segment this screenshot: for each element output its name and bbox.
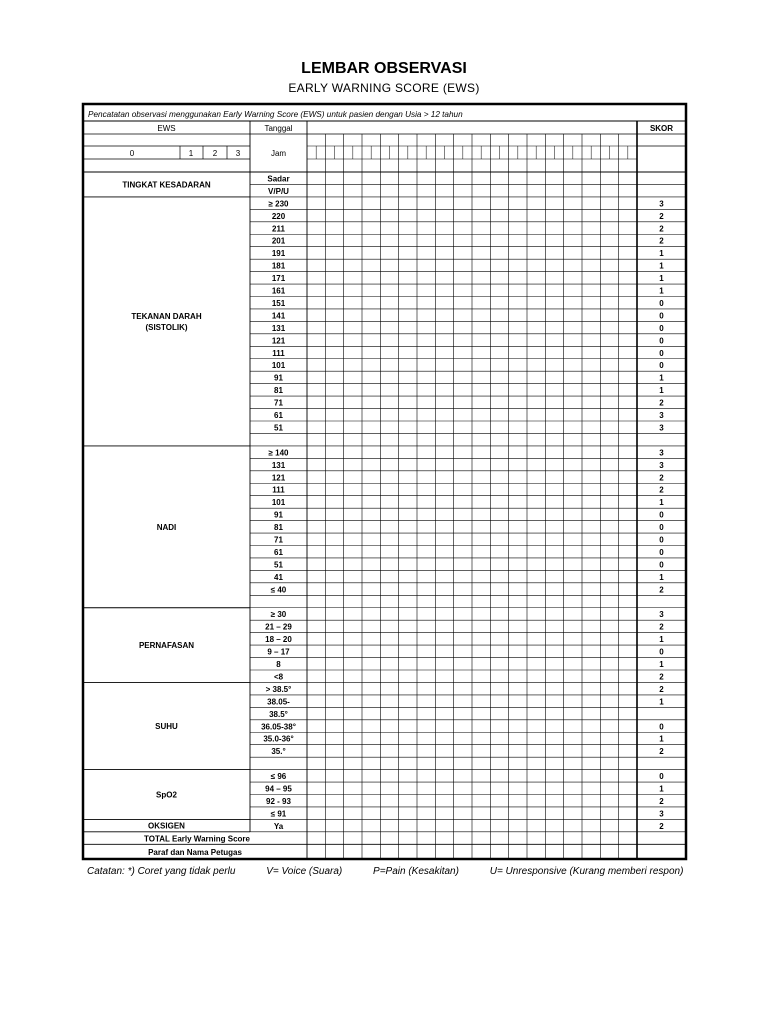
parameter-range: ≥ 230	[268, 199, 289, 209]
section-name: PERNAFASAN	[138, 641, 195, 651]
ews-score: 2	[659, 622, 664, 632]
parameter-range: ≤ 96	[270, 772, 287, 782]
parameter-range: ≤ 40	[270, 585, 287, 595]
ews-score: 1	[659, 274, 664, 284]
total-label: TOTAL Early Warning Score	[144, 834, 250, 844]
parameter-range: > 38.5°	[265, 684, 292, 694]
parameter-range: 35.0-36°	[263, 734, 294, 744]
parameter-range: 71	[274, 398, 283, 408]
intro-text: Pencatatan observasi menggunakan Early Warning Score (EWS) untuk pasien dengan Usia > 12 tahun	[88, 110, 463, 119]
parameter-range: 81	[274, 523, 283, 533]
ews-score: 0	[659, 348, 664, 358]
parameter-range: ≥ 30	[270, 610, 287, 620]
ews-score: 0	[659, 772, 664, 782]
parameter-range: 141	[271, 311, 286, 321]
ews-score: 2	[659, 747, 664, 757]
parameter-range: 21 – 29	[265, 622, 292, 632]
ews-score: 0	[659, 323, 664, 333]
parameter-range: 94 – 95	[265, 784, 292, 794]
ews-score: 2	[659, 398, 664, 408]
parameter-range: 191	[271, 249, 286, 259]
ews-score: 2	[659, 585, 664, 595]
parameter-range: Sadar	[267, 174, 290, 184]
ews-score: 0	[659, 722, 664, 732]
section-name: NADI	[156, 522, 177, 532]
page-title: LEMBAR OBSERVASI	[301, 60, 467, 77]
parameter-range: 101	[271, 361, 286, 371]
parameter-range: 161	[271, 286, 286, 296]
parameter-range: 71	[274, 535, 283, 545]
ews-score: 0	[659, 535, 664, 545]
ews-score: 2	[659, 236, 664, 246]
ews-score: 3	[659, 448, 664, 458]
parameter-range: 41	[274, 572, 283, 582]
parameter-range: 131	[271, 460, 286, 470]
ews-score: 1	[659, 697, 664, 707]
ews-score: 0	[659, 547, 664, 557]
parameter-range: 121	[271, 336, 286, 346]
parameter-range: 9 – 17	[267, 647, 290, 657]
section-name: (SISTOLIK)	[145, 322, 188, 332]
ews-header: EWS	[157, 124, 176, 133]
section-name: SUHU	[155, 722, 178, 732]
footnote-unresponsive: U= Unresponsive (Kurang memberi respon)	[489, 866, 684, 877]
section-name: SpO2	[156, 790, 177, 800]
ews-score: 2	[659, 672, 664, 682]
footnote-voice: V= Voice (Suara)	[266, 866, 343, 877]
ews-score: 1	[659, 660, 664, 669]
footnote-note: Catatan: *) Coret yang tidak perlu	[87, 866, 236, 877]
ews-score: 0	[659, 647, 664, 657]
parameter-range: V/P/U	[268, 186, 289, 196]
parameter-range: 92 - 93	[266, 796, 291, 806]
ews-score: 3	[659, 199, 664, 209]
jam-header: Jam	[270, 149, 287, 158]
parameter-range: 151	[271, 298, 286, 308]
ews-score: 1	[659, 261, 664, 271]
parameter-range: 101	[271, 498, 286, 508]
section-name: TINGKAT KESADARAN	[122, 180, 211, 190]
parameter-range: 91	[274, 373, 283, 383]
ews-score: 0	[659, 311, 664, 321]
ews-score: 0	[659, 336, 664, 346]
table-border	[83, 104, 686, 859]
ews-score: 3	[659, 423, 664, 433]
ews-score: 2	[659, 473, 664, 483]
parameter-range: ≥ 140	[268, 448, 289, 458]
ews-score: 1	[659, 572, 664, 582]
ews-score: 1	[659, 498, 664, 508]
parameter-range: 81	[274, 386, 283, 396]
parameter-range: 201	[271, 236, 286, 246]
footnote	[87, 866, 711, 877]
ews-score: 1	[659, 784, 664, 794]
parameter-range: 121	[271, 473, 286, 483]
parameter-range: 61	[274, 547, 283, 557]
parameter-range: 220	[271, 211, 286, 221]
ews-score: 3	[659, 610, 664, 620]
parameter-range: 38.05-	[267, 697, 290, 707]
ews-score: 2	[659, 485, 664, 495]
parameter-range: 131	[271, 323, 286, 333]
section-name: OKSIGEN	[148, 821, 185, 831]
ews-score: 0	[659, 298, 664, 308]
ews-score: 1	[659, 249, 664, 259]
ews-score: 1	[659, 373, 664, 383]
ews-score: 0	[659, 523, 664, 533]
parameter-range: 38.5°	[269, 709, 288, 719]
ews-score: 0	[659, 361, 664, 371]
parameter-range: 61	[274, 411, 283, 420]
legend-score: 1	[188, 149, 194, 158]
legend-score: 0	[129, 149, 135, 158]
parameter-range: Ya	[273, 821, 284, 831]
ews-score: 1	[659, 635, 664, 645]
page-subtitle: EARLY WARNING SCORE (EWS)	[288, 81, 480, 95]
parameter-range: 51	[274, 423, 283, 433]
ews-score: 2	[659, 224, 664, 234]
section-name: TEKANAN DARAH	[131, 311, 202, 321]
paraf-label: Paraf dan Nama Petugas	[148, 848, 242, 857]
parameter-range: 18 – 20	[265, 635, 292, 645]
parameter-range: 171	[271, 274, 286, 284]
ews-score: 2	[659, 684, 664, 694]
ews-score: 2	[659, 796, 664, 806]
ews-score: 2	[659, 821, 664, 831]
ews-score: 0	[659, 510, 664, 520]
parameter-range: <8	[273, 672, 284, 682]
ews-score: 0	[659, 560, 664, 570]
parameter-range: 181	[271, 261, 286, 271]
parameter-range: 35.°	[271, 747, 286, 757]
ews-score: 1	[659, 734, 664, 744]
parameter-range: 91	[274, 510, 283, 520]
parameter-range: ≤ 91	[270, 809, 287, 819]
ews-score: 3	[659, 460, 664, 470]
legend-score: 3	[235, 149, 241, 158]
parameter-range: 36.05-38°	[261, 722, 296, 732]
footnote-pain: P=Pain (Kesakitan)	[373, 866, 459, 877]
ews-score: 3	[659, 809, 664, 819]
ews-score: 1	[659, 286, 664, 296]
parameter-range: 51	[274, 560, 283, 570]
legend-score: 2	[212, 149, 218, 158]
tanggal-header: Tanggal	[264, 124, 293, 133]
parameter-range: 211	[272, 224, 285, 234]
ews-score: 3	[659, 411, 664, 420]
parameter-range: 111	[272, 485, 285, 495]
parameter-range: 8	[276, 660, 281, 669]
ews-score: 2	[659, 211, 664, 221]
ews-score: 1	[659, 386, 664, 396]
parameter-range: 111	[272, 348, 285, 358]
skor-header: SKOR	[649, 124, 674, 133]
